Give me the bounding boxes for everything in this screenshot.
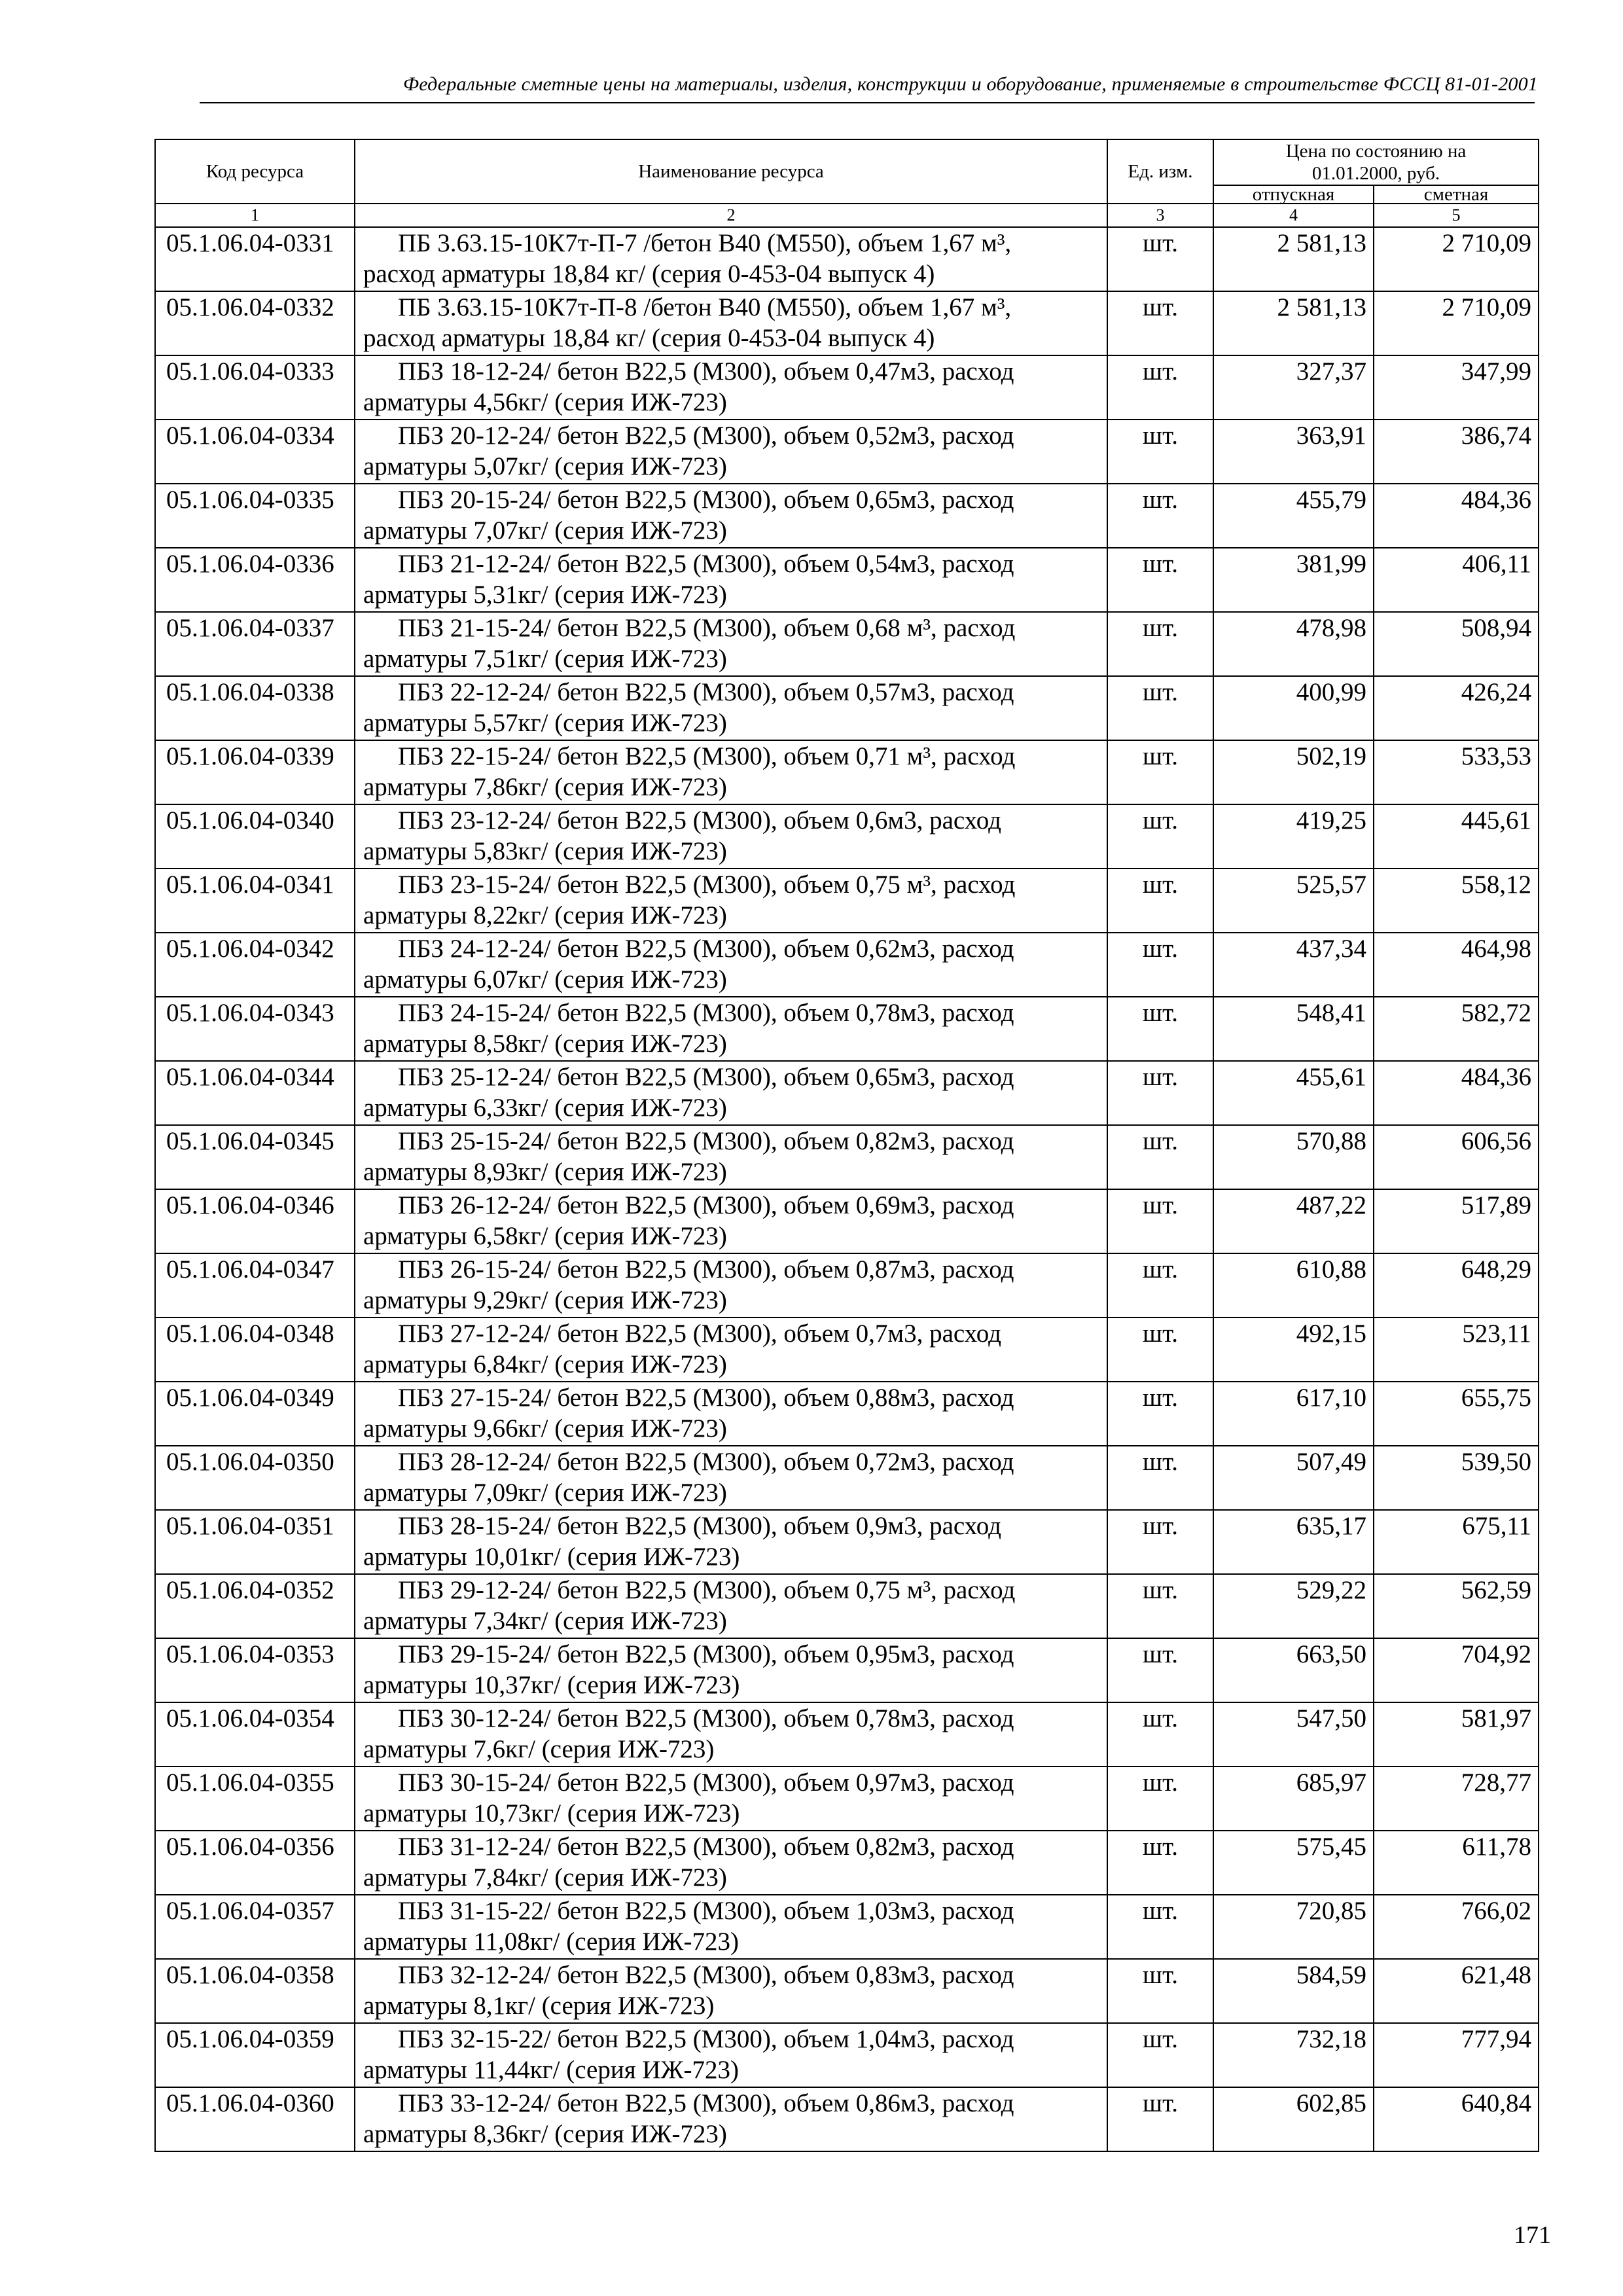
table-row xyxy=(155,291,1539,355)
resource-code: 05.1.06.04-0353 xyxy=(155,1638,355,1702)
resource-name-line-2: арматуры 6,58кг/ (серия ИЖ-723) xyxy=(363,1222,727,1250)
resource-code: 05.1.06.04-0344 xyxy=(155,1061,355,1125)
resource-code: 05.1.06.04-0332 xyxy=(155,291,355,355)
resource-name-line-2: арматуры 10,73кг/ (серия ИЖ-723) xyxy=(363,1799,740,1827)
column-number: 4 xyxy=(1213,204,1374,227)
resource-name xyxy=(355,1253,1107,1318)
resource-name-line-1: ПБЗ 33-12-24/ бетон В22,5 (М300), объем 0,86м3, расход xyxy=(398,2089,1014,2117)
release-price: 720,85 xyxy=(1213,1895,1374,1959)
table-row xyxy=(155,804,1539,869)
resource-code: 05.1.06.04-0350 xyxy=(155,1446,355,1510)
release-price: 455,61 xyxy=(1213,1061,1374,1125)
release-price: 400,99 xyxy=(1213,676,1374,740)
estimate-price: 558,12 xyxy=(1374,869,1539,933)
page-number: 171 xyxy=(1514,2221,1551,2249)
resource-code: 05.1.06.04-0357 xyxy=(155,1895,355,1959)
unit-of-measure: шт. xyxy=(1107,1895,1213,1959)
unit-of-measure: шт. xyxy=(1107,740,1213,804)
resource-name-line-1: ПБЗ 23-15-24/ бетон В22,5 (М300), объем 0,75 м³, расход xyxy=(398,870,1016,899)
table-row xyxy=(155,676,1539,740)
resource-code: 05.1.06.04-0339 xyxy=(155,740,355,804)
release-price: 487,22 xyxy=(1213,1189,1374,1253)
estimate-price: 539,50 xyxy=(1374,1446,1539,1510)
resource-name xyxy=(355,933,1107,997)
release-price: 685,97 xyxy=(1213,1767,1374,1831)
estimate-price: 611,78 xyxy=(1374,1831,1539,1895)
resource-code: 05.1.06.04-0333 xyxy=(155,355,355,420)
resource-name-line-1: ПБЗ 27-15-24/ бетон В22,5 (М300), объем 0,88м3, расход xyxy=(398,1384,1014,1412)
estimate-price: 517,89 xyxy=(1374,1189,1539,1253)
unit-of-measure: шт. xyxy=(1107,869,1213,933)
resource-name xyxy=(355,1831,1107,1895)
table-row xyxy=(155,420,1539,484)
resource-name-line-1: ПБЗ 28-12-24/ бетон В22,5 (М300), объем 0,72м3, расход xyxy=(398,1448,1014,1476)
resource-name-line-1: ПБЗ 23-12-24/ бетон В22,5 (М300), объем 0,6м3, расход xyxy=(398,806,1001,834)
table-row xyxy=(155,1446,1539,1510)
estimate-price: 777,94 xyxy=(1374,2023,1539,2087)
release-price: 2 581,13 xyxy=(1213,227,1374,291)
table-row xyxy=(155,869,1539,933)
estimate-price: 426,24 xyxy=(1374,676,1539,740)
release-price: 478,98 xyxy=(1213,612,1374,676)
header-code: Код ресурса xyxy=(155,139,355,204)
resource-name xyxy=(355,1318,1107,1382)
resource-code: 05.1.06.04-0356 xyxy=(155,1831,355,1895)
resource-name xyxy=(355,1959,1107,2023)
resource-name-line-1: ПБЗ 22-15-24/ бетон В22,5 (М300), объем 0,71 м³, расход xyxy=(398,742,1016,770)
resource-name xyxy=(355,548,1107,612)
column-number: 5 xyxy=(1374,204,1539,227)
resource-name-line-2: арматуры 11,44кг/ (серия ИЖ-723) xyxy=(363,2056,739,2084)
resource-code: 05.1.06.04-0354 xyxy=(155,1702,355,1767)
resource-name-line-1: ПБЗ 25-12-24/ бетон В22,5 (М300), объем 0,65м3, расход xyxy=(398,1063,1014,1091)
resource-name-line-1: ПБЗ 32-15-22/ бетон В22,5 (М300), объем 1,04м3, расход xyxy=(398,2025,1014,2053)
estimate-price: 606,56 xyxy=(1374,1125,1539,1189)
estimate-price: 655,75 xyxy=(1374,1382,1539,1446)
resource-name-line-1: ПБЗ 25-15-24/ бетон В22,5 (М300), объем 0,82м3, расход xyxy=(398,1127,1014,1155)
estimate-price: 2 710,09 xyxy=(1374,291,1539,355)
unit-of-measure: шт. xyxy=(1107,1702,1213,1767)
resource-code: 05.1.06.04-0340 xyxy=(155,804,355,869)
resource-name-line-2: арматуры 9,66кг/ (серия ИЖ-723) xyxy=(363,1414,727,1443)
table-row xyxy=(155,548,1539,612)
header-price-group: Цена по состоянию на 01.01.2000, руб. xyxy=(1213,139,1539,185)
resource-name xyxy=(355,740,1107,804)
resource-name-line-1: ПБЗ 30-15-24/ бетон В22,5 (М300), объем 0,97м3, расход xyxy=(398,1768,1014,1797)
unit-of-measure: шт. xyxy=(1107,2023,1213,2087)
resource-name xyxy=(355,1189,1107,1253)
resource-code: 05.1.06.04-0334 xyxy=(155,420,355,484)
resource-name xyxy=(355,1702,1107,1767)
resource-code: 05.1.06.04-0359 xyxy=(155,2023,355,2087)
estimate-price: 406,11 xyxy=(1374,548,1539,612)
table-row xyxy=(155,1510,1539,1574)
table-row xyxy=(155,355,1539,420)
resource-name-line-2: арматуры 8,36кг/ (серия ИЖ-723) xyxy=(363,2120,727,2148)
estimate-price: 347,99 xyxy=(1374,355,1539,420)
table-row xyxy=(155,227,1539,291)
resource-name xyxy=(355,1125,1107,1189)
resource-name-line-1: ПБЗ 30-12-24/ бетон В22,5 (М300), объем 0,78м3, расход xyxy=(398,1704,1014,1732)
estimate-price: 484,36 xyxy=(1374,484,1539,548)
resource-name-line-2: арматуры 7,09кг/ (серия ИЖ-723) xyxy=(363,1479,727,1507)
resource-name-line-2: арматуры 7,51кг/ (серия ИЖ-723) xyxy=(363,645,727,673)
resource-name xyxy=(355,1446,1107,1510)
unit-of-measure: шт. xyxy=(1107,548,1213,612)
column-number-row xyxy=(155,204,1539,227)
resource-name-line-2: арматуры 8,58кг/ (серия ИЖ-723) xyxy=(363,1030,727,1058)
unit-of-measure: шт. xyxy=(1107,997,1213,1061)
resource-name-line-2: арматуры 7,86кг/ (серия ИЖ-723) xyxy=(363,773,727,801)
resource-code: 05.1.06.04-0352 xyxy=(155,1574,355,1638)
unit-of-measure: шт. xyxy=(1107,1382,1213,1446)
resource-name xyxy=(355,1767,1107,1831)
release-price: 327,37 xyxy=(1213,355,1374,420)
table-row xyxy=(155,1959,1539,2023)
table-row xyxy=(155,997,1539,1061)
estimate-price: 386,74 xyxy=(1374,420,1539,484)
resource-name xyxy=(355,997,1107,1061)
resource-name-line-1: ПБЗ 18-12-24/ бетон В22,5 (М300), объем 0,47м3, расход xyxy=(398,357,1014,386)
resource-name xyxy=(355,484,1107,548)
unit-of-measure: шт. xyxy=(1107,933,1213,997)
unit-of-measure: шт. xyxy=(1107,1767,1213,1831)
resource-name xyxy=(355,2023,1107,2087)
table-row xyxy=(155,1574,1539,1638)
resource-code: 05.1.06.04-0351 xyxy=(155,1510,355,1574)
release-price: 617,10 xyxy=(1213,1382,1374,1446)
resource-name-line-2: арматуры 6,84кг/ (серия ИЖ-723) xyxy=(363,1350,727,1378)
table-row xyxy=(155,2087,1539,2151)
resource-code: 05.1.06.04-0337 xyxy=(155,612,355,676)
resource-code: 05.1.06.04-0346 xyxy=(155,1189,355,1253)
resource-name xyxy=(355,676,1107,740)
release-price: 455,79 xyxy=(1213,484,1374,548)
resource-name-line-2: арматуры 7,84кг/ (серия ИЖ-723) xyxy=(363,1863,727,1892)
table-row xyxy=(155,1831,1539,1895)
resource-name-line-1: ПБЗ 31-15-22/ бетон В22,5 (М300), объем 1,03м3, расход xyxy=(398,1897,1014,1925)
estimate-price: 523,11 xyxy=(1374,1318,1539,1382)
resource-code: 05.1.06.04-0338 xyxy=(155,676,355,740)
table-row xyxy=(155,740,1539,804)
resource-name xyxy=(355,420,1107,484)
resource-name-line-1: ПБЗ 24-12-24/ бетон В22,5 (М300), объем 0,62м3, расход xyxy=(398,935,1014,963)
estimate-price: 533,53 xyxy=(1374,740,1539,804)
resource-name xyxy=(355,227,1107,291)
resource-code: 05.1.06.04-0349 xyxy=(155,1382,355,1446)
release-price: 507,49 xyxy=(1213,1446,1374,1510)
header-estimate-price: сметная xyxy=(1374,185,1539,204)
unit-of-measure: шт. xyxy=(1107,1831,1213,1895)
resource-name xyxy=(355,1638,1107,1702)
release-price: 584,59 xyxy=(1213,1959,1374,2023)
table-header-row xyxy=(155,139,1539,185)
column-number: 1 xyxy=(155,204,355,227)
resource-name-line-1: ПБЗ 24-15-24/ бетон В22,5 (М300), объем 0,78м3, расход xyxy=(398,999,1014,1027)
resource-name-line-2: расход арматуры 18,84 кг/ (серия 0-453-04 выпуск 4) xyxy=(363,324,935,352)
unit-of-measure: шт. xyxy=(1107,804,1213,869)
resource-name-line-2: арматуры 5,07кг/ (серия ИЖ-723) xyxy=(363,452,727,480)
header-unit: Ед. изм. xyxy=(1107,139,1213,204)
release-price: 663,50 xyxy=(1213,1638,1374,1702)
resource-code: 05.1.06.04-0331 xyxy=(155,227,355,291)
estimate-price: 640,84 xyxy=(1374,2087,1539,2151)
resource-code: 05.1.06.04-0335 xyxy=(155,484,355,548)
table-row xyxy=(155,1895,1539,1959)
resource-code: 05.1.06.04-0341 xyxy=(155,869,355,933)
resource-name xyxy=(355,1382,1107,1446)
resource-name-line-2: расход арматуры 18,84 кг/ (серия 0-453-04 выпуск 4) xyxy=(363,260,935,288)
resource-code: 05.1.06.04-0360 xyxy=(155,2087,355,2151)
unit-of-measure: шт. xyxy=(1107,1125,1213,1189)
header-name: Наименование ресурса xyxy=(355,139,1107,204)
unit-of-measure: шт. xyxy=(1107,420,1213,484)
table-row xyxy=(155,484,1539,548)
resource-name xyxy=(355,355,1107,420)
estimate-price: 648,29 xyxy=(1374,1253,1539,1318)
unit-of-measure: шт. xyxy=(1107,1189,1213,1253)
resource-name-line-1: ПБЗ 31-12-24/ бетон В22,5 (М300), объем 0,82м3, расход xyxy=(398,1833,1014,1861)
resource-code: 05.1.06.04-0355 xyxy=(155,1767,355,1831)
estimate-price: 508,94 xyxy=(1374,612,1539,676)
resource-name-line-2: арматуры 8,93кг/ (серия ИЖ-723) xyxy=(363,1158,727,1186)
unit-of-measure: шт. xyxy=(1107,1959,1213,2023)
resource-code: 05.1.06.04-0343 xyxy=(155,997,355,1061)
unit-of-measure: шт. xyxy=(1107,1318,1213,1382)
column-number: 3 xyxy=(1107,204,1213,227)
resource-name xyxy=(355,869,1107,933)
resource-name-line-2: арматуры 5,31кг/ (серия ИЖ-723) xyxy=(363,581,727,609)
resource-code: 05.1.06.04-0336 xyxy=(155,548,355,612)
release-price: 492,15 xyxy=(1213,1318,1374,1382)
estimate-price: 675,11 xyxy=(1374,1510,1539,1574)
resource-name-line-1: ПБЗ 26-12-24/ бетон В22,5 (М300), объем 0,69м3, расход xyxy=(398,1191,1014,1219)
estimate-price: 621,48 xyxy=(1374,1959,1539,2023)
running-header: Федеральные сметные цены на материалы, изделия, конструкции и оборудование, применяемые в строительстве ФССЦ 81-01-2001 xyxy=(402,73,1538,95)
release-price: 547,50 xyxy=(1213,1702,1374,1767)
estimate-price: 562,59 xyxy=(1374,1574,1539,1638)
resource-code: 05.1.06.04-0347 xyxy=(155,1253,355,1318)
release-price: 529,22 xyxy=(1213,1574,1374,1638)
estimate-price: 766,02 xyxy=(1374,1895,1539,1959)
table-row xyxy=(155,1253,1539,1318)
price-table xyxy=(154,139,1539,2152)
resource-name-line-2: арматуры 7,34кг/ (серия ИЖ-723) xyxy=(363,1607,727,1635)
release-price: 502,19 xyxy=(1213,740,1374,804)
release-price: 2 581,13 xyxy=(1213,291,1374,355)
unit-of-measure: шт. xyxy=(1107,676,1213,740)
unit-of-measure: шт. xyxy=(1107,484,1213,548)
estimate-price: 484,36 xyxy=(1374,1061,1539,1125)
resource-name-line-2: арматуры 8,1кг/ (серия ИЖ-723) xyxy=(363,1992,715,2020)
resource-name-line-2: арматуры 10,37кг/ (серия ИЖ-723) xyxy=(363,1671,740,1699)
release-price: 419,25 xyxy=(1213,804,1374,869)
table-row xyxy=(155,1382,1539,1446)
estimate-price: 582,72 xyxy=(1374,997,1539,1061)
column-number: 2 xyxy=(355,204,1107,227)
resource-name xyxy=(355,1895,1107,1959)
unit-of-measure: шт. xyxy=(1107,2087,1213,2151)
resource-name-line-1: ПБЗ 21-12-24/ бетон В22,5 (М300), объем 0,54м3, расход xyxy=(398,550,1014,578)
resource-name xyxy=(355,1574,1107,1638)
table-row xyxy=(155,1767,1539,1831)
unit-of-measure: шт. xyxy=(1107,1446,1213,1510)
resource-code: 05.1.06.04-0345 xyxy=(155,1125,355,1189)
resource-name xyxy=(355,1061,1107,1125)
table-row xyxy=(155,612,1539,676)
resource-name xyxy=(355,2087,1107,2151)
release-price: 575,45 xyxy=(1213,1831,1374,1895)
unit-of-measure: шт. xyxy=(1107,227,1213,291)
table-row xyxy=(155,2023,1539,2087)
resource-name-line-1: ПБЗ 26-15-24/ бетон В22,5 (М300), объем 0,87м3, расход xyxy=(398,1255,1014,1283)
resource-name-line-1: ПБЗ 29-15-24/ бетон В22,5 (М300), объем 0,95м3, расход xyxy=(398,1640,1014,1668)
release-price: 525,57 xyxy=(1213,869,1374,933)
release-price: 381,99 xyxy=(1213,548,1374,612)
table-row xyxy=(155,1061,1539,1125)
resource-name-line-1: ПБЗ 29-12-24/ бетон В22,5 (М300), объем 0,75 м³, расход xyxy=(398,1576,1016,1604)
resource-name-line-1: ПБЗ 27-12-24/ бетон В22,5 (М300), объем 0,7м3, расход xyxy=(398,1319,1001,1348)
resource-name-line-2: арматуры 6,33кг/ (серия ИЖ-723) xyxy=(363,1094,727,1122)
release-price: 548,41 xyxy=(1213,997,1374,1061)
resource-code: 05.1.06.04-0358 xyxy=(155,1959,355,2023)
estimate-price: 464,98 xyxy=(1374,933,1539,997)
resource-name-line-1: ПБ 3.63.15-10К7т-П-7 /бетон В40 (М550), объем 1,67 м³, xyxy=(398,229,1012,257)
unit-of-measure: шт. xyxy=(1107,291,1213,355)
resource-name xyxy=(355,612,1107,676)
header-release-price: отпускная xyxy=(1213,185,1374,204)
unit-of-measure: шт. xyxy=(1107,1638,1213,1702)
resource-name-line-2: арматуры 6,07кг/ (серия ИЖ-723) xyxy=(363,965,727,994)
resource-name-line-2: арматуры 11,08кг/ (серия ИЖ-723) xyxy=(363,1928,739,1956)
unit-of-measure: шт. xyxy=(1107,1253,1213,1318)
resource-name xyxy=(355,1510,1107,1574)
unit-of-measure: шт. xyxy=(1107,612,1213,676)
resource-name-line-1: ПБЗ 32-12-24/ бетон В22,5 (М300), объем 0,83м3, расход xyxy=(398,1961,1014,1989)
resource-name-line-2: арматуры 7,07кг/ (серия ИЖ-723) xyxy=(363,516,727,545)
table-row xyxy=(155,1189,1539,1253)
resource-name-line-2: арматуры 9,29кг/ (серия ИЖ-723) xyxy=(363,1286,727,1314)
resource-code: 05.1.06.04-0348 xyxy=(155,1318,355,1382)
estimate-price: 445,61 xyxy=(1374,804,1539,869)
resource-name-line-1: ПБЗ 20-12-24/ бетон В22,5 (М300), объем 0,52м3, расход xyxy=(398,422,1014,450)
resource-name-line-1: ПБ 3.63.15-10К7т-П-8 /бетон В40 (М550), объем 1,67 м³, xyxy=(398,293,1012,321)
estimate-price: 2 710,09 xyxy=(1374,227,1539,291)
resource-name-line-2: арматуры 5,57кг/ (серия ИЖ-723) xyxy=(363,709,727,737)
header-rule xyxy=(200,102,1535,103)
unit-of-measure: шт. xyxy=(1107,355,1213,420)
table-row xyxy=(155,1318,1539,1382)
unit-of-measure: шт. xyxy=(1107,1510,1213,1574)
release-price: 732,18 xyxy=(1213,2023,1374,2087)
release-price: 610,88 xyxy=(1213,1253,1374,1318)
resource-name xyxy=(355,291,1107,355)
resource-name-line-2: арматуры 7,6кг/ (серия ИЖ-723) xyxy=(363,1735,715,1763)
release-price: 635,17 xyxy=(1213,1510,1374,1574)
resource-name-line-1: ПБЗ 21-15-24/ бетон В22,5 (М300), объем 0,68 м³, расход xyxy=(398,614,1016,642)
resource-name xyxy=(355,804,1107,869)
resource-code: 05.1.06.04-0342 xyxy=(155,933,355,997)
resource-name-line-2: арматуры 8,22кг/ (серия ИЖ-723) xyxy=(363,901,727,929)
estimate-price: 704,92 xyxy=(1374,1638,1539,1702)
table-row xyxy=(155,1638,1539,1702)
resource-name-line-2: арматуры 10,01кг/ (серия ИЖ-723) xyxy=(363,1543,740,1571)
unit-of-measure: шт. xyxy=(1107,1574,1213,1638)
estimate-price: 581,97 xyxy=(1374,1702,1539,1767)
estimate-price: 728,77 xyxy=(1374,1767,1539,1831)
resource-name-line-1: ПБЗ 20-15-24/ бетон В22,5 (М300), объем 0,65м3, расход xyxy=(398,486,1014,514)
unit-of-measure: шт. xyxy=(1107,1061,1213,1125)
release-price: 437,34 xyxy=(1213,933,1374,997)
table-row xyxy=(155,1702,1539,1767)
release-price: 602,85 xyxy=(1213,2087,1374,2151)
resource-name-line-2: арматуры 5,83кг/ (серия ИЖ-723) xyxy=(363,837,727,865)
release-price: 363,91 xyxy=(1213,420,1374,484)
resource-name-line-1: ПБЗ 22-12-24/ бетон В22,5 (М300), объем 0,57м3, расход xyxy=(398,678,1014,706)
resource-name-line-2: арматуры 4,56кг/ (серия ИЖ-723) xyxy=(363,388,727,416)
release-price: 570,88 xyxy=(1213,1125,1374,1189)
table-row xyxy=(155,933,1539,997)
resource-name-line-1: ПБЗ 28-15-24/ бетон В22,5 (М300), объем 0,9м3, расход xyxy=(398,1512,1001,1540)
table-row xyxy=(155,1125,1539,1189)
